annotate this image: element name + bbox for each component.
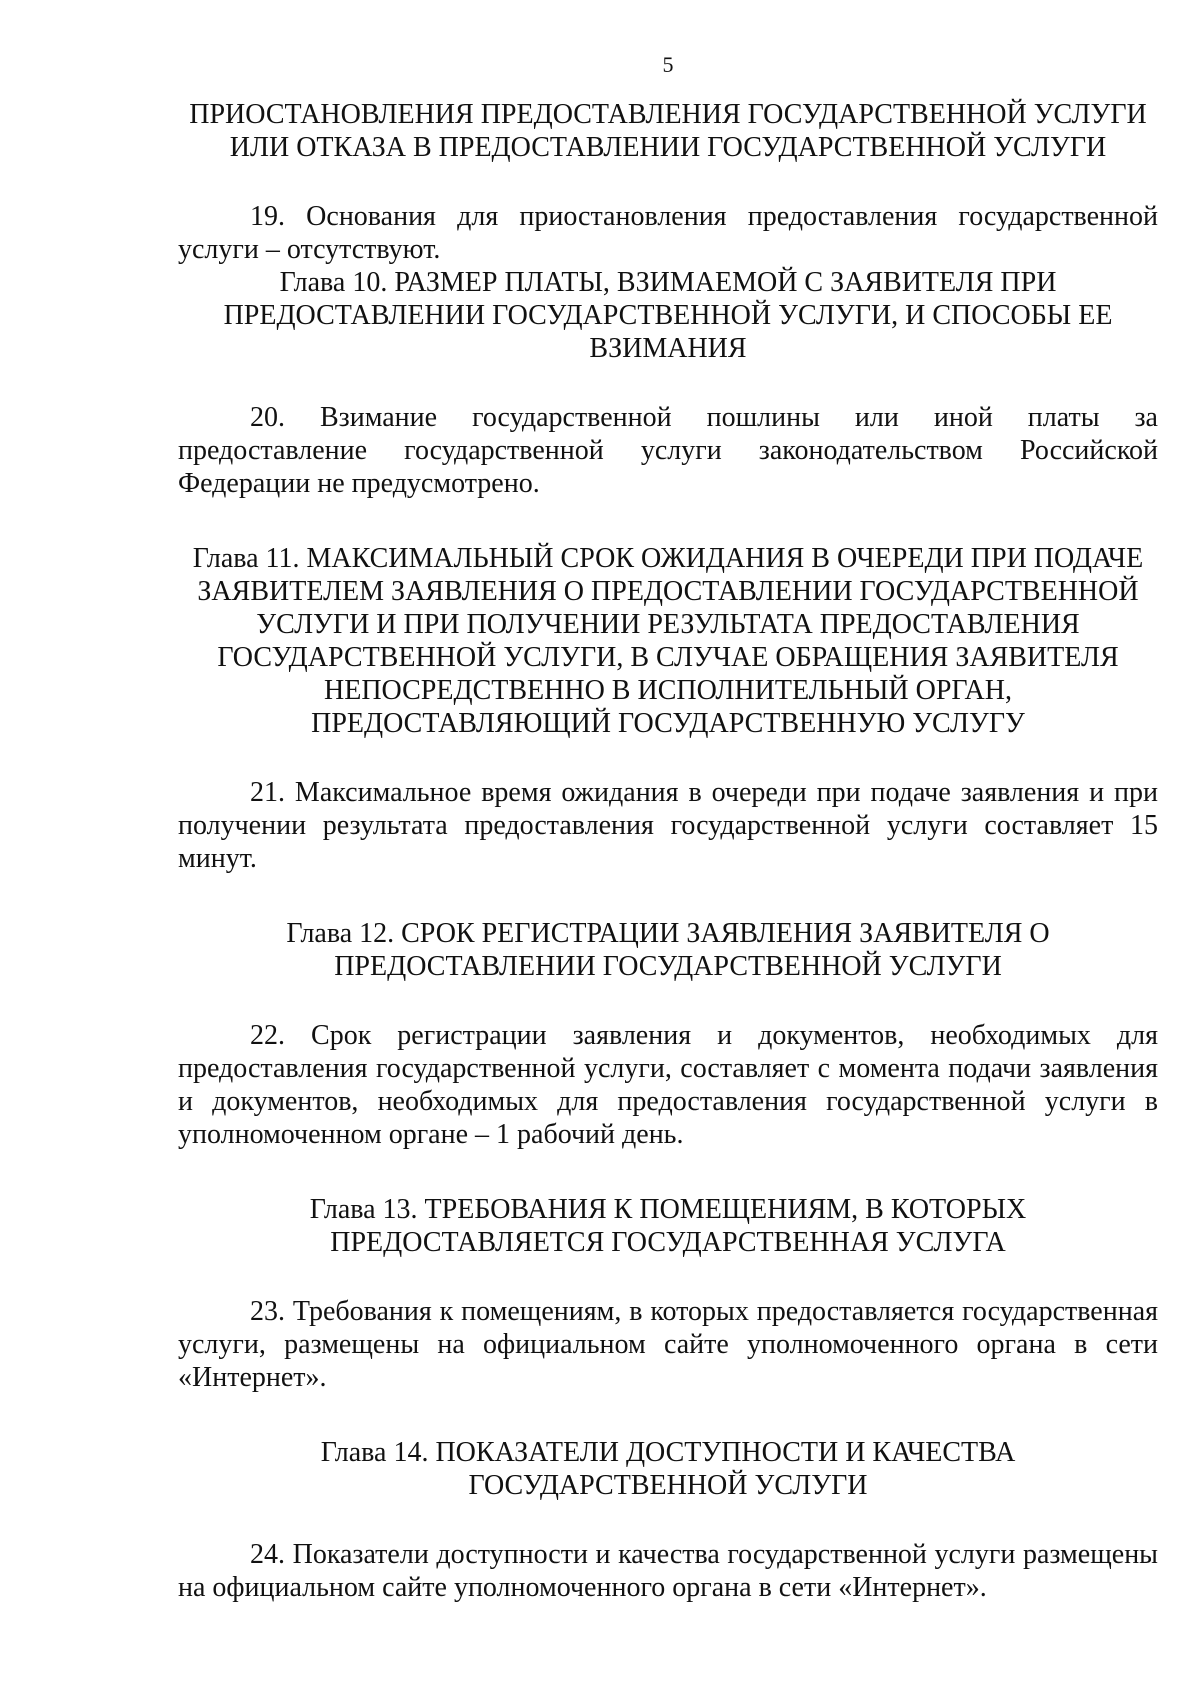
page-number: 5 [662, 52, 674, 77]
chapter-11-heading: Глава 11. МАКСИМАЛЬНЫЙ СРОК ОЖИДАНИЯ В ОЧЕРЕДИ ПРИ ПОДАЧЕ ЗАЯВИТЕЛЕМ ЗАЯВЛЕНИЯ О ПРЕДОСТАВЛЕНИИ ГОСУДАРСТВЕННОЙ УСЛУГИ И ПРИ ПОЛУЧЕНИИ РЕЗУЛЬТАТА ПРЕДОСТАВЛЕНИЯ ГОСУДАРСТВЕННОЙ УСЛУГИ, В СЛУЧАЕ ОБРАЩЕНИЯ ЗАЯВИТЕЛЯ НЕПОСРЕДСТВЕННО В ИСПОЛНИТЕЛЬНЫЙ ОРГАН, ПРЕДОСТАВЛЯЮЩИЙ ГОСУДАРСТВЕННУЮ УСЛУГУ [192, 543, 1144, 739]
section-heading-suspension: ПРИОСТАНОВЛЕНИЯ ПРЕДОСТАВЛЕНИЯ ГОСУДАРСТВЕННОЙ УСЛУГИ ИЛИ ОТКАЗА В ПРЕДОСТАВЛЕНИИ ГОСУДАРСТВЕННОЙ УСЛУГИ [189, 99, 1147, 163]
chapter-12-heading: Глава 12. СРОК РЕГИСТРАЦИИ ЗАЯВЛЕНИЯ ЗАЯВИТЕЛЯ О ПРЕДОСТАВЛЕНИИ ГОСУДАРСТВЕННОЙ УСЛУГИ [286, 918, 1050, 982]
paragraph-21: 21. Максимальное время ожидания в очереди при подаче заявления и при получении результата предоставления государственной услуги составляет 15 минут. [178, 777, 1158, 874]
paragraph-24: 24. Показатели доступности и качества государственной услуги размещены на официальном сайте уполномоченного органа в сети «Интернет». [178, 1539, 1158, 1603]
chapter-14-heading: Глава 14. ПОКАЗАТЕЛИ ДОСТУПНОСТИ И КАЧЕСТВА ГОСУДАРСТВЕННОЙ УСЛУГИ [320, 1437, 1016, 1501]
paragraph-20: 20. Взимание государственной пошлины или иной платы за предоставление государственной услуги законодательством Российской Федерации не предусмотрено. [178, 402, 1158, 499]
chapter-13-heading: Глава 13. ТРЕБОВАНИЯ К ПОМЕЩЕНИЯМ, В КОТОРЫХ ПРЕДОСТАВЛЯЕТСЯ ГОСУДАРСТВЕННАЯ УСЛУГА [309, 1194, 1027, 1258]
document-body [178, 98, 1158, 1604]
chapter-10-heading: Глава 10. РАЗМЕР ПЛАТЫ, ВЗИМАЕМОЙ С ЗАЯВИТЕЛЯ ПРИ ПРЕДОСТАВЛЕНИИ ГОСУДАРСТВЕННОЙ УСЛУГИ, И СПОСОБЫ ЕЕ ВЗИМАНИЯ [223, 267, 1113, 364]
paragraph-22: 22. Срок регистрации заявления и документов, необходимых для предоставления государственной услуги, составляет с момента подачи заявления и документов, необходимых для предоставления государственной услуги в уполномоченном органе – 1 рабочий день. [178, 1020, 1158, 1150]
paragraph-19: 19. Основания для приостановления предоставления государственной услуги – отсутствуют. [178, 201, 1158, 265]
paragraph-23: 23. Требования к помещениям, в которых предоставляется государственная услуги, размещены на официальном сайте уполномоченного органа в сети «Интернет». [178, 1296, 1158, 1393]
